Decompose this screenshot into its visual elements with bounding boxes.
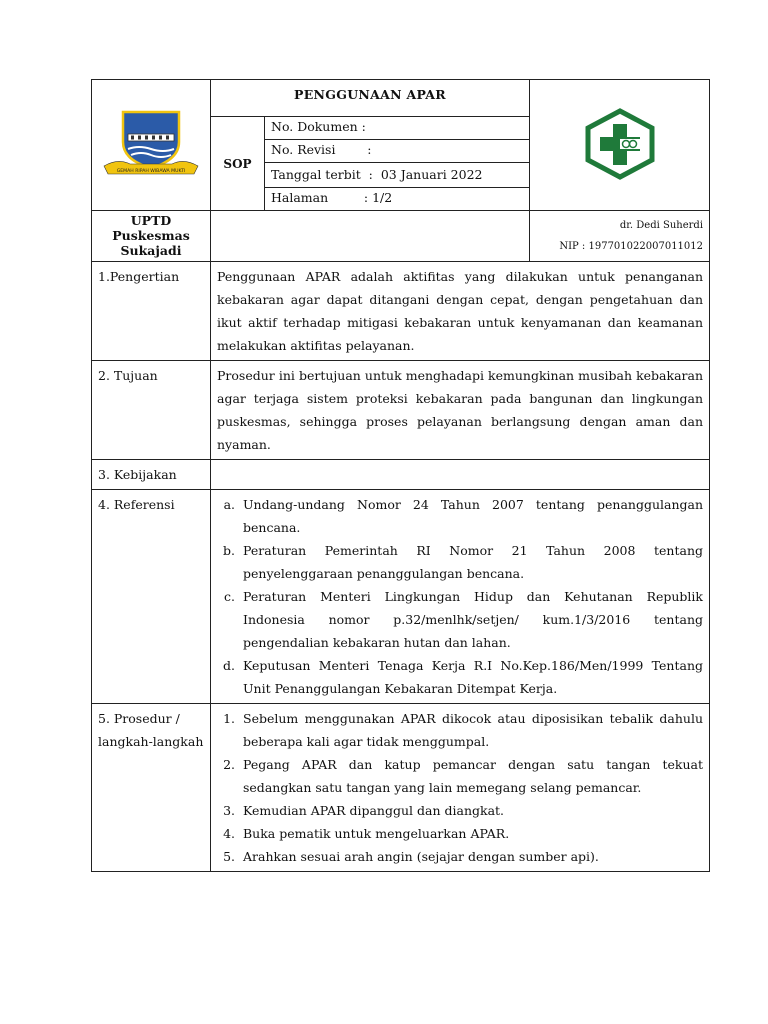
section-content-tujuan: Prosedur ini bertujuan untuk menghadapi kemungkinan musibah kebakaran agar terjaga sistem proteksi kebakaran pada bangunan dan lingkungan puskesmas, sehingga proses pelayanan berlangsung dengan aman dan nyaman. — [211, 361, 710, 460]
section-label-prosedur: 5. Prosedur / langkah-langkah — [92, 704, 211, 872]
section-label-kebijakan: 3. Kebijakan — [92, 460, 211, 490]
list-item: a. Undang-undang Nomor 24 Tahun 2007 tentang penanggulangan bencana. — [239, 493, 703, 539]
no-dokumen: No. Dokumen : — [265, 117, 529, 140]
halaman: Halaman : 1/2 — [271, 190, 393, 205]
city-logo-cell — [92, 80, 211, 211]
section-content-referensi — [211, 490, 710, 704]
section-label-pengertian: 1.Pengertian — [92, 262, 211, 361]
signature-cell — [530, 211, 710, 262]
blank-cell — [211, 211, 530, 262]
no-revisi: No. Revisi : — [265, 140, 529, 163]
section-content-prosedur — [211, 704, 710, 872]
signer-name: dr. Dedi Suherdi — [619, 220, 704, 231]
list-item: b. Peraturan Pemerintah RI Nomor 21 Tahun 2008 tentang penyelenggaraan penanggulangan bencana. — [239, 539, 703, 585]
sop-table — [91, 79, 710, 872]
sop-label: SOP — [211, 117, 265, 211]
tanggal-terbit: Tanggal terbit : 03 Januari 2022 — [265, 163, 529, 188]
signer-nip: NIP : 197701022007011012 — [559, 241, 704, 252]
list-item: c. Peraturan Menteri Lingkungan Hidup dan Kehutanan Republik Indonesia nomor p.32/menlhk/setjen/ kum.1/3/2016 tentang pengendalian kebakaran hutan dan lahan. — [239, 585, 703, 654]
document-meta — [265, 117, 530, 211]
org-line-3: Sukajadi — [120, 243, 182, 258]
section-label-referensi: 4. Referensi — [92, 490, 211, 704]
org-line-1: UPTD — [130, 213, 172, 228]
sop-document — [91, 79, 709, 872]
section-label-tujuan: 2. Tujuan — [92, 361, 211, 460]
list-item: 2. Pegang APAR dan katup pemancar dengan satu tangan tekuat sedangkan satu tangan yang lain memegang selang pemancar. — [239, 753, 703, 799]
referensi-list — [217, 493, 703, 700]
puskesmas-logo-cell — [530, 80, 710, 211]
section-content-pengertian: Penggunaan APAR adalah aktifitas yang dilakukan untuk penanganan kebakaran agar dapat ditangani dengan cepat, dengan pengetahuan dan ikut aktif terhadap mitigasi kebakaran untuk kenyamanan dan keamanan melakukan aktifitas pelayanan. — [211, 262, 710, 361]
section-content-kebijakan — [211, 460, 710, 490]
list-item: 1. Sebelum menggunakan APAR dikocok atau diposisikan tebalik dahulu beberapa kali agar tidak menggumpal. — [239, 707, 703, 753]
puskesmas-logo-icon — [580, 108, 660, 180]
list-item: 3. Kemudian APAR dipanggul dan diangkat. — [239, 799, 703, 822]
document-title: PENGGUNAAN APAR — [211, 80, 530, 117]
prosedur-list — [217, 707, 703, 868]
list-item: 4. Buka pematik untuk mengeluarkan APAR. — [239, 822, 703, 845]
organization-name — [92, 211, 211, 262]
city-logo-icon — [98, 108, 204, 180]
list-item: d. Keputusan Menteri Tenaga Kerja R.I No.Kep.186/Men/1999 Tentang Unit Penanggulangan Kebakaran Ditempat Kerja. — [239, 654, 703, 700]
org-line-2: Puskesmas — [112, 228, 190, 243]
list-item: 5. Arahkan sesuai arah angin (sejajar dengan sumber api). — [239, 845, 703, 868]
city-logo-motto: GEMAH RIPAH WIBAWA MUKTI — [116, 168, 186, 174]
